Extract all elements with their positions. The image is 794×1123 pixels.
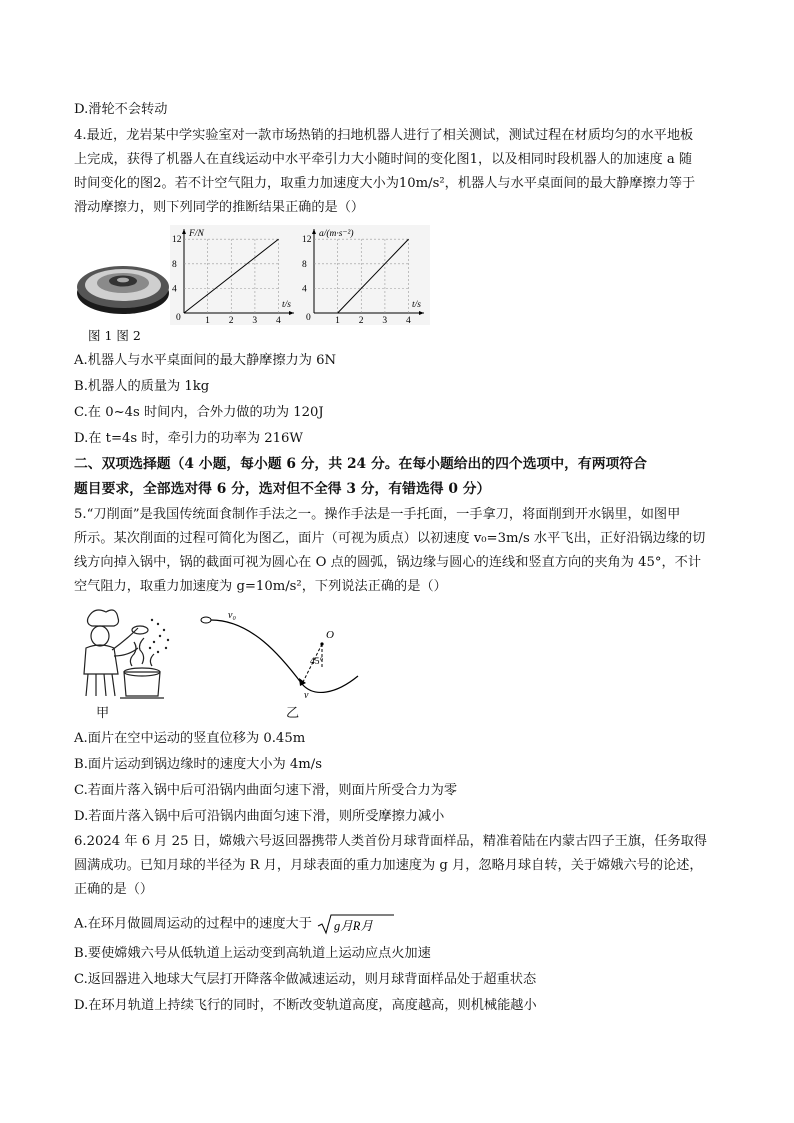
q5-option-c: C.若面片落入锅中后可沿锅内曲面匀速下滑，则面片所受合力为零 (74, 783, 458, 798)
x-axis-label: t/s (412, 300, 421, 310)
q4-stem-line-4: 滑动摩擦力，则下列同学的推断结果正确的是（） (74, 200, 365, 215)
trajectory-diagram (196, 606, 368, 706)
noodle-flakes (149, 619, 169, 653)
chef-hat (88, 610, 119, 626)
chef-cutting-noodles-illustration (74, 602, 194, 702)
fig-jia-label: 甲 (96, 706, 110, 721)
q6-option-c: C.返回器进入地球大气层打开降落伞做减速运动，则月球背面样品处于超重状态 (74, 972, 537, 987)
x-tick-label: 1 (335, 316, 340, 325)
x-axis-label: t/s (282, 300, 291, 310)
series-line-0 (184, 239, 279, 313)
flight-and-pot-curve (211, 620, 358, 692)
chart-acceleration-time (300, 225, 428, 325)
noodle-piece (201, 617, 211, 623)
x-tick-label: 2 (228, 316, 234, 325)
q6-stem-line-1: 6.2024 年 6 月 25 日，嫦娥六号返回器携带人类首份月球背面样品，精准着陆在内蒙古四子王旗，任务取得 (74, 834, 707, 849)
x-tick-label: 4 (276, 316, 281, 325)
y-tick-label: 8 (172, 259, 177, 270)
x-tick-label: 3 (382, 316, 388, 325)
sqrt-symbol (316, 912, 396, 936)
y-axis-arrow (312, 229, 316, 234)
q6-stem-line-3: 正确的是（） (74, 882, 154, 897)
q4-option-d: D.在 t=4s 时，牵引力的功率为 216W (74, 431, 303, 446)
q4-stem-line-3: 时间变化的图2。若不计空气阻力，取重力加速度大小为10m/s²，机器人与水平桌面间的最大静摩擦力等于 (74, 176, 696, 191)
q5-option-d: D.若面片落入锅中后可沿锅内曲面匀速下滑，则所受摩擦力减小 (74, 809, 445, 824)
section2-heading-line-1: 二、双项选择题（4 小题，每小题 6 分，共 24 分。在每小题给出的四个选项中，有两项符合 (74, 456, 647, 472)
q6-option-a (74, 912, 724, 936)
q6-stem-line-2: 圆满成功。已知月球的半径为 R 月，月球表面的重力加速度为 g 月，忽略月球自转，关于嫦娥六号的论述， (74, 858, 703, 873)
x-tick-label: 1 (205, 316, 210, 325)
q4-stem-line-1: 4.最近，龙岩某中学实验室对一款市场热销的扫地机器人进行了相关测试，测试过程在材质均匀的水平地板 (74, 128, 694, 143)
y-tick-label: 4 (172, 284, 177, 295)
q5-option-a: A.面片在空中运动的竖直位移为 0.45m (74, 731, 306, 746)
q3-option-d: D.滑轮不会转动 (74, 102, 168, 117)
q4-figure-caption: 图 1 图 2 (88, 328, 141, 343)
q6-option-d: D.在环月轨道上持续飞行的同时，不断改变轨道高度，高度越高，则机械能越小 (74, 998, 537, 1013)
steam-lines (130, 638, 154, 666)
q4-option-c: C.在 0~4s 时间内，合外力做的功为 120J (74, 405, 324, 420)
q4-option-a: A.机器人与水平桌面间的最大静摩擦力为 6N (74, 353, 337, 368)
y-tick-label: 4 (302, 284, 307, 295)
x-tick-label: 4 (406, 316, 411, 325)
q5-stem-line-4: 空气阻力，取重力加速度为 g=10m/s²，下列说法正确的是（） (74, 579, 447, 594)
angle-label: 45° (310, 657, 324, 667)
chart-force-time (170, 225, 298, 325)
q5-stem-line-1: 5.“刀削面”是我国传统面食制作手法之一。操作手法是一手托面，一手拿刀，将面削到开水锅里，如图甲 (74, 507, 681, 522)
q6-option-b: B.要使嫦娥六号从低轨道上运动变到高轨道上运动应点火加速 (74, 946, 431, 961)
sqrt-expression: g月R月 (334, 919, 373, 933)
origin-label: 0 (176, 313, 181, 323)
robot-vacuum-image (74, 255, 172, 317)
chef-apron-lines (86, 674, 115, 696)
y-axis-arrow (182, 229, 186, 234)
y-tick-label: 12 (172, 235, 182, 246)
y-axis-label: a/(m·s⁻²) (319, 229, 354, 239)
chef-head (91, 626, 109, 646)
y-axis-label: F/N (189, 229, 204, 239)
q6-option-a-text: A.在环月做圆周运动的过程中的速度大于 (74, 916, 312, 932)
v-label: v (304, 690, 309, 701)
x-tick-label: 2 (358, 316, 364, 325)
x-axis-arrow (289, 311, 294, 315)
series-line-0 (338, 239, 409, 313)
x-tick-label: 3 (252, 316, 258, 325)
q4-stem-line-2: 上完成，获得了机器人在直线运动中水平牵引力大小随时间的变化图1，以及相同时段机器人的加速度 a 随 (74, 152, 693, 167)
q5-stem-line-2: 所示。某次削面的过程可简化为图乙，面片（可视为质点）以初速度 v₀=3m/s 水平飞出，正好沿锅边缘的切 (74, 531, 706, 546)
x-axis-arrow (419, 311, 424, 315)
v0-label: v₀ (228, 610, 236, 621)
q4-option-b: B.机器人的质量为 1kg (74, 379, 210, 394)
origin-label: 0 (306, 313, 311, 323)
q5-stem-line-3: 线方向掉入锅中，锅的截面可视为圆心在 O 点的圆弧，锅边缘与圆心的连线和竖直方向的夹角为 45°，不计 (74, 555, 702, 570)
y-tick-label: 8 (302, 259, 307, 270)
section2-heading-line-2: 题目要求，全部选对得 6 分，选对但不全得 3 分，有错选得 0 分） (74, 481, 491, 497)
dough-block (132, 626, 148, 634)
o-label: O (326, 629, 334, 641)
y-tick-label: 12 (302, 235, 312, 246)
fig-yi-label: 乙 (286, 706, 300, 721)
q5-option-b: B.面片运动到锅边缘时的速度大小为 4m/s (74, 757, 322, 772)
